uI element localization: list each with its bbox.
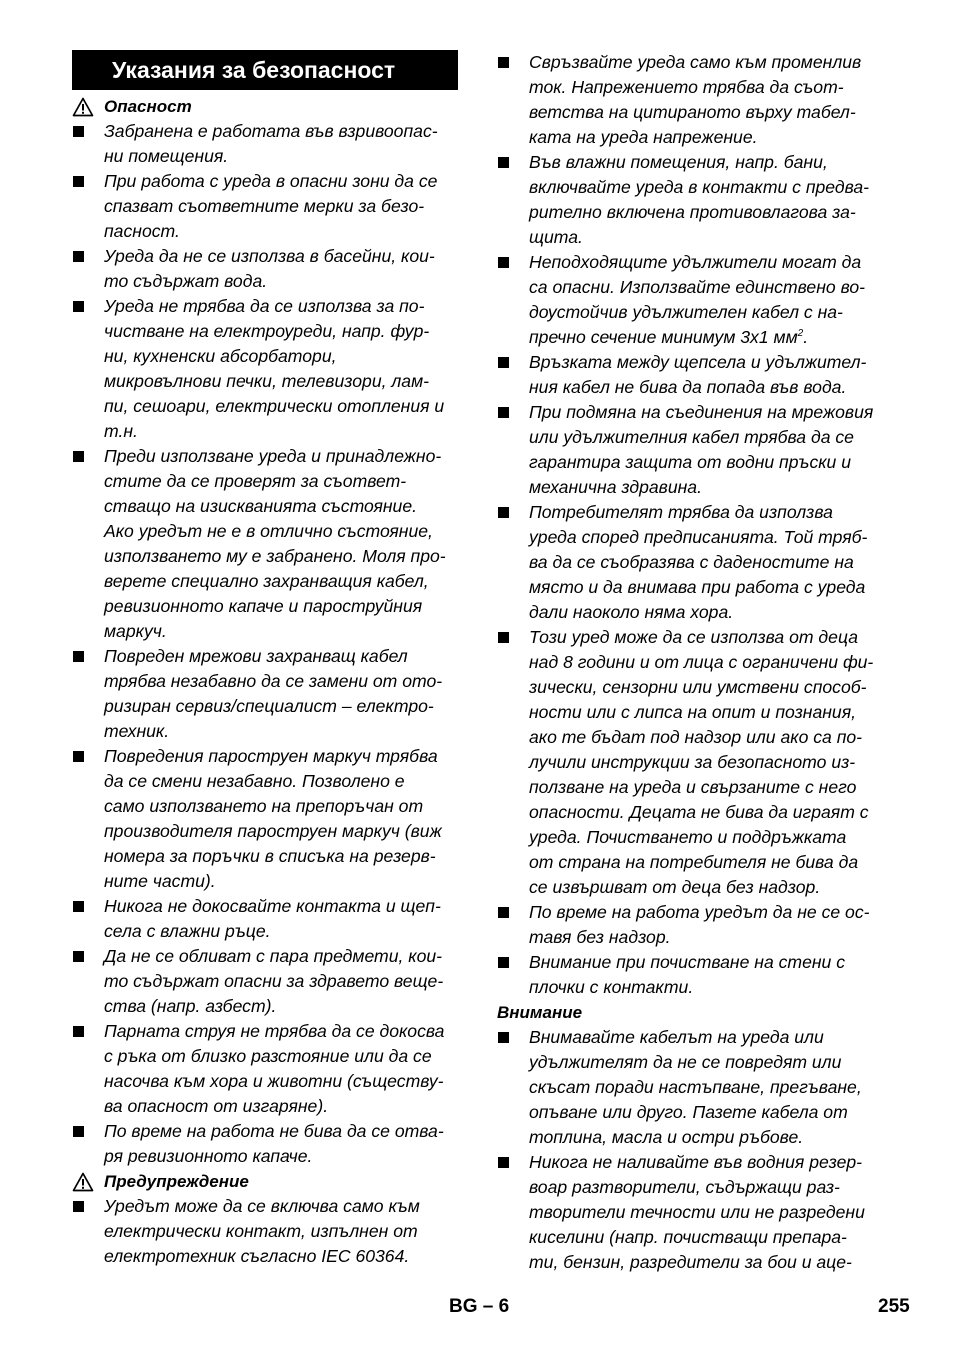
list-item-line: Потребителят трябва да използва <box>529 502 833 522</box>
list-item-line: Неподходящите удължители могат да <box>529 252 862 272</box>
list-item-line: чистване на електроуреди, напр. фур- <box>104 321 430 341</box>
list-item <box>72 1119 458 1169</box>
superscript: 2 <box>797 328 804 339</box>
list-item-line: удължителят да не се повредят или <box>529 1052 842 1072</box>
list-item <box>497 400 889 500</box>
list-item <box>497 150 889 250</box>
square-bullet-icon <box>498 1157 509 1168</box>
list-item-line: Повреден мрежови захранващ кабел <box>104 646 408 666</box>
list-item-line: маркуч. <box>104 621 167 641</box>
list-item-line: ните части). <box>104 871 216 891</box>
list-item-line: микровълнови печки, телевизори, лам- <box>104 371 430 391</box>
list-item-line: лучили инструкции за безопасното из- <box>529 752 856 772</box>
list-item-line: насочва към хора и животни (съществу- <box>104 1071 444 1091</box>
square-bullet-icon <box>73 176 84 187</box>
square-bullet-icon <box>498 407 509 418</box>
list-item <box>72 1194 458 1269</box>
list-item <box>72 294 458 444</box>
list-item-line: спазват съответните мерки за безо- <box>104 196 425 216</box>
list-item <box>72 119 458 169</box>
square-bullet-icon <box>73 901 84 912</box>
list-item-line: верете специално захранващия кабел, <box>104 571 429 591</box>
footer-section-label: BG – 6 <box>449 1296 510 1317</box>
list-item-line: зически, сензорни или умствени способ- <box>529 677 867 697</box>
list-item <box>497 250 889 350</box>
list-item-line: Този уред може да се използва от деца <box>529 627 858 647</box>
list-item-line: електротехник съгласно IEC 60364. <box>104 1246 410 1266</box>
list-item-line: стващо на изискванията състояние. <box>104 496 417 516</box>
list-item-line: трябва незабавно да се замени от ото- <box>104 671 443 691</box>
list-item-line: механична здравина. <box>529 477 702 497</box>
list-item-line: ревизионното капаче и пароструйния <box>104 596 423 616</box>
list-item-line: място и да внимава при работа с уреда <box>529 577 866 597</box>
list-item-line: топлина, масла и остри ръбове. <box>529 1127 804 1147</box>
square-bullet-icon <box>498 357 509 368</box>
list-item-line: производителя пароструен маркуч (виж <box>104 821 442 841</box>
list-item-line: Уреда не трябва да се използва за по- <box>104 296 425 316</box>
square-bullet-icon <box>73 301 84 312</box>
left-column <box>72 50 458 1269</box>
square-bullet-icon <box>498 257 509 268</box>
list-item-line: ности или с липса на опит и познания, <box>529 702 857 722</box>
square-bullet-icon <box>498 1032 509 1043</box>
list-item-line: над 8 години и от лица с ограничени фи- <box>529 652 874 672</box>
list-item-line: ни, кухненски абсорбатори, <box>104 346 337 366</box>
list-item <box>497 1150 889 1275</box>
list-item-line: Уреда да не се използва в басейни, кои- <box>104 246 435 266</box>
list-item-line: дали наоколо няма хора. <box>529 602 734 622</box>
list-item-line: техник. <box>104 721 170 741</box>
list-item <box>72 169 458 244</box>
list-item-line: Никога не наливайте във водния резер- <box>529 1152 862 1172</box>
list-item <box>497 500 889 625</box>
list-item-line: ток. Напрежението трябва да съот- <box>529 77 844 97</box>
list-item-line: ризиран сервиз/специалист – електро- <box>104 696 434 716</box>
list-item-line: При работа с уреда в опасни зони да се <box>104 171 438 191</box>
list-item <box>497 350 889 400</box>
warning-heading <box>72 1169 458 1194</box>
list-item-line: тавя без надзор. <box>529 927 671 947</box>
square-bullet-icon <box>73 451 84 462</box>
square-bullet-icon <box>73 951 84 962</box>
square-bullet-icon <box>73 1201 84 1212</box>
list-item-line: киселини (напр. почистващи препара- <box>529 1227 847 1247</box>
list-item-line: При подмяна на съединения на мрежовия <box>529 402 874 422</box>
list-item-line: Да не се обливат с пара предмети, кои- <box>104 946 443 966</box>
list-item-line: включвайте уреда в контакти с предва- <box>529 177 870 197</box>
list-item <box>72 644 458 744</box>
list-item-line: пасност. <box>104 221 180 241</box>
list-item-line: пречно сечение минимум 3x1 $мм^2$. <box>529 327 809 347</box>
list-item-line: ползване на уреда и свързаните с него <box>529 777 857 797</box>
list-item-line: уреда според предписанията. Той тряб- <box>529 527 868 547</box>
square-bullet-icon <box>498 957 509 968</box>
list-item-line: Забранена е работата във взривоопас- <box>104 121 438 141</box>
list-item <box>497 50 889 150</box>
list-item-line: т.н. <box>104 421 138 441</box>
list-item-line: гарантира защита от водни пръски и <box>529 452 852 472</box>
list-item-line: ти, бензин, разредители за бои и аце- <box>529 1252 852 1272</box>
list-item <box>72 744 458 894</box>
list-item <box>72 944 458 1019</box>
list-item-line: По време на работа уредът да не се ос- <box>529 902 870 922</box>
list-item-line: ния кабел не бива да попада във вода. <box>529 377 847 397</box>
list-item-line: или удължителния кабел трябва да се <box>529 427 854 447</box>
list-item-line: Никога не докосвайте контакта и щеп- <box>104 896 441 916</box>
list-item-line: електрически контакт, изпълнен от <box>104 1221 418 1241</box>
list-item-line: ката на уреда напрежение. <box>529 127 758 147</box>
warning-heading-text: Внимание <box>497 1003 583 1022</box>
list-item-line: воар разтворители, съдържащи раз- <box>529 1177 840 1197</box>
square-bullet-icon <box>73 251 84 262</box>
warning-heading-text: Опасност <box>104 97 192 116</box>
list-item-line: Парната струя не трябва да се докосва <box>104 1021 445 1041</box>
list-item-line: По време на работа не бива да се отва- <box>104 1121 444 1141</box>
list-item-line: ни помещения. <box>104 146 229 166</box>
square-bullet-icon <box>498 157 509 168</box>
list-item-line: рително включена противовлагова за- <box>529 202 856 222</box>
list-item-line: опъване или друго. Пазете кабела от <box>529 1102 848 1122</box>
warning-heading <box>72 94 458 119</box>
square-bullet-icon <box>73 751 84 762</box>
list-item-line: ря ревизионното капаче. <box>104 1146 313 1166</box>
list-item-line: Свръзвайте уреда само към променлив <box>529 52 862 72</box>
list-item-line: доустойчив удължителен кабел с на- <box>529 302 843 322</box>
list-item-line: опасности. Децата не бива да играят с <box>529 802 869 822</box>
list-item-line: ветства на цитираното върху табел- <box>529 102 856 122</box>
list-item-line: ва да се съобразява с даденостите на <box>529 552 854 572</box>
square-bullet-icon <box>73 126 84 137</box>
list-item <box>497 950 889 1000</box>
list-item-line: Уредът може да се включва само към <box>104 1196 420 1216</box>
list-item-line: Във влажни помещения, напр. бани, <box>529 152 828 172</box>
list-item <box>72 894 458 944</box>
list-item-line: Внимавайте кабелът на уреда или <box>529 1027 824 1047</box>
warning-triangle-icon <box>72 97 94 117</box>
list-item-line: да се смени незабавно. Позволено е <box>104 771 405 791</box>
list-item-line: с ръка от близко разстояние или да се <box>104 1046 432 1066</box>
list-item-line: уреда. Почистването и поддръжката <box>529 827 847 847</box>
square-bullet-icon <box>498 57 509 68</box>
square-bullet-icon <box>73 651 84 662</box>
list-item-line: Внимание при почистване на стени с <box>529 952 846 972</box>
warning-heading-text: Предупреждение <box>104 1172 249 1191</box>
list-item-line: скъсат поради настъпване, прегъване, <box>529 1077 862 1097</box>
list-item-line: стите да се проверят за съответ- <box>104 471 407 491</box>
square-bullet-icon <box>498 907 509 918</box>
list-item <box>72 244 458 294</box>
list-item-line: от страна на потребителя не бива да <box>529 852 859 872</box>
list-item-line: Преди използване уреда и принадлежно- <box>104 446 442 466</box>
list-item-line: плочки с контакти. <box>529 977 694 997</box>
list-item-line: използването му е забранено. Моля про- <box>104 546 446 566</box>
list-item-line: се извършват от деца без надзор. <box>529 877 821 897</box>
page-number: 255 <box>878 1296 910 1317</box>
square-bullet-icon <box>73 1126 84 1137</box>
list-item-line: ако те бъдат под надзор или ако са по- <box>529 727 863 747</box>
right-column <box>497 50 889 1275</box>
list-item <box>72 1019 458 1119</box>
list-item-line: пи, сешоари, електрически отопления и <box>104 396 445 416</box>
section-title: Указания за безопасност <box>72 50 458 90</box>
list-item-line: ства (напр. азбест). <box>104 996 277 1016</box>
list-item-line: са опасни. Използвайте единствено во- <box>529 277 866 297</box>
list-item-line: номера за поръчки в списъка на резерв- <box>104 846 436 866</box>
list-item-line: само използването на препоръчан от <box>104 796 424 816</box>
list-item-line: Ако уредът не е в отлично състояние, <box>104 521 433 541</box>
list-item-line: села с влажни ръце. <box>104 921 271 941</box>
list-item <box>497 625 889 900</box>
list-item <box>497 1025 889 1150</box>
list-item-line: то съдържат опасни за здравето веще- <box>104 971 444 991</box>
list-item-line: щита. <box>529 227 583 247</box>
list-item <box>497 900 889 950</box>
list-item-line: ва опасност от изгаряне). <box>104 1096 329 1116</box>
list-item-line: Повредения пароструен маркуч трябва <box>104 746 438 766</box>
list-item-line: то съдържат вода. <box>104 271 268 291</box>
square-bullet-icon <box>498 632 509 643</box>
list-item-line: творители течности или не разредени <box>529 1202 865 1222</box>
warning-heading <box>497 1000 889 1025</box>
list-item-line: Връзката между щепсела и удължител- <box>529 352 867 372</box>
warning-triangle-icon <box>72 1172 94 1192</box>
list-item <box>72 444 458 644</box>
square-bullet-icon <box>498 507 509 518</box>
square-bullet-icon <box>73 1026 84 1037</box>
